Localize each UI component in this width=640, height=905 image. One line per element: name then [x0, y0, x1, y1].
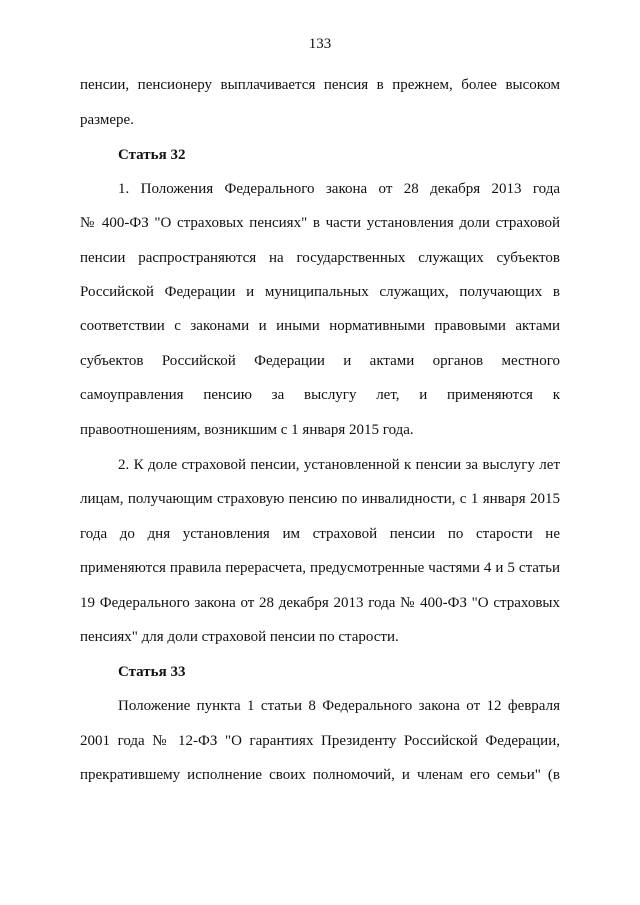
text-line: правоотношениям, возникшим с 1 января 2015 года. — [80, 422, 414, 438]
text-line: пенсиях" для доли страховой пенсии по старости. — [80, 629, 399, 645]
text-line: 2001 года № 12-ФЗ "О гарантиях Президенту Российской Федерации, — [80, 733, 560, 749]
text-line: соответствии с законами и иными нормативными правовыми актами — [80, 318, 560, 334]
text-line: лицам, получающим страховую пенсию по инвалидности, с 1 января 2015 — [80, 491, 560, 507]
text-line: пенсии, пенсионеру выплачивается пенсия в прежнем, более высоком — [80, 77, 560, 93]
article-heading-33: Статья 33 — [118, 664, 186, 680]
text-line: 2. К доле страховой пенсии, установленной к пенсии за выслугу лет — [118, 457, 560, 473]
text-line: 1. Положения Федерального закона от 28 декабря 2013 года — [118, 181, 560, 197]
text-line: пенсии распространяются на государственных служащих субъектов — [80, 250, 560, 266]
text-line: № 400-ФЗ "О страховых пенсиях" в части установления доли страховой — [80, 215, 560, 231]
article-heading-32: Статья 32 — [118, 147, 186, 163]
text-line: Российской Федерации и муниципальных служащих, получающих в — [80, 284, 560, 300]
text-line: самоуправления пенсию за выслугу лет, и применяются к — [80, 387, 560, 403]
text-line: размере. — [80, 112, 134, 128]
text-line: прекратившему исполнение своих полномочий, и членам его семьи" (в — [80, 767, 560, 783]
text-line: применяются правила перерасчета, предусмотренные частями 4 и 5 статьи — [80, 560, 560, 576]
text-line: субъектов Российской Федерации и актами органов местного — [80, 353, 560, 369]
text-line: Положение пункта 1 статьи 8 Федерального закона от 12 февраля — [118, 698, 560, 714]
text-line: 19 Федерального закона от 28 декабря 2013 года № 400-ФЗ "О страховых — [80, 595, 560, 611]
page-number: 133 — [308, 36, 332, 52]
text-line: года до дня установления им страховой пенсии по старости не — [80, 526, 560, 542]
